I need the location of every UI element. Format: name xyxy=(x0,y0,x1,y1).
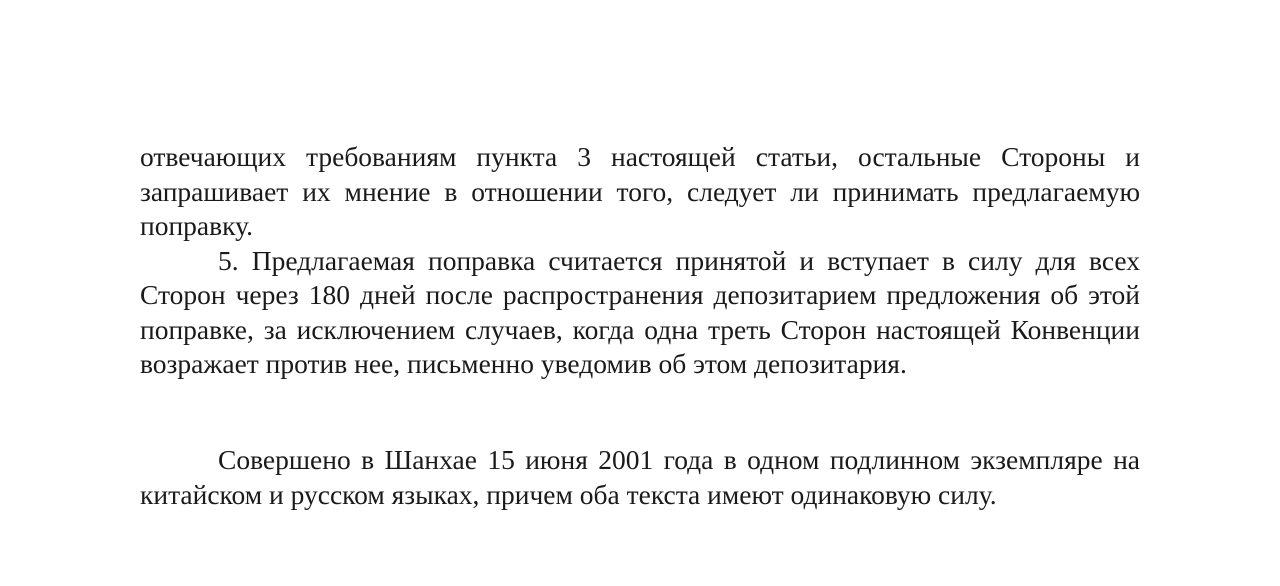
paragraph-item-5: 5. Предлагаемая поправка считается принятой и вступает в силу для всех Сторон через 180 дней после распространения депозитарием предложения об этой поправке, за исключением случаев, когда одна треть Сторон настоящей Конвенции возражает против нее, письменно уведомив об этом депозитария. xyxy=(140,244,1140,379)
paragraph-continuation: отвечающих требованиям пункта 3 настоящей статьи, остальные Стороны и запрашивает их мнение в отношении того, следует ли принимать предлагаемую поправку. xyxy=(140,141,1140,241)
paragraph-signature-clause: Совершено в Шанхае 15 июня 2001 года в одном подлинном экземпляре на китайском и русском языках, причем оба текста имеют одинаковую силу. xyxy=(140,444,1140,510)
document-body xyxy=(140,140,1140,382)
document-closing xyxy=(140,443,1140,512)
